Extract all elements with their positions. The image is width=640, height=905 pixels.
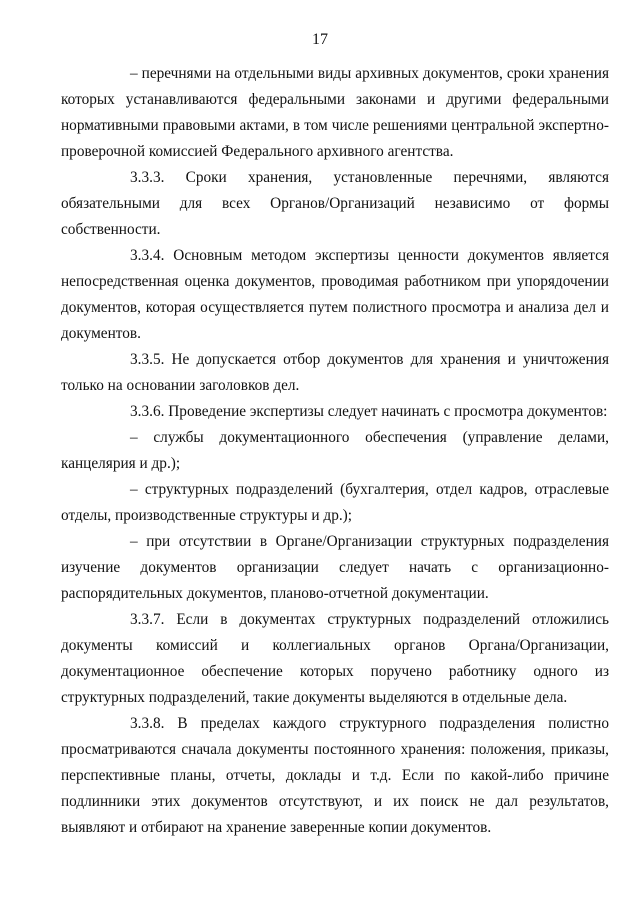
paragraph-list-item-perechni: – перечнями на отдельными виды архивных документов, сроки хранения которых устанавливаются федеральными законами и другими федеральными нормативными правовыми актами, в том числе решениями центральной экспертно-проверочной комиссией Федерального архивного агентства.: [61, 65, 609, 160]
paragraph-list-item-no-units: – при отсутствии в Органе/Организации структурных подразделения изучение документов организации следует начать с организационно-распорядительных документов, планово-отчетной документации.: [61, 533, 609, 602]
paragraph-3-3-3: 3.3.3. Сроки хранения, установленные перечнями, являются обязательными для всех Органов/Организаций независимо от формы собственности.: [61, 169, 609, 238]
paragraph-3-3-4: 3.3.4. Основным методом экспертизы ценности документов является непосредственная оценка документов, проводимая работником при упорядочении документов, которая осуществляется путем полистного просмотра и анализа дел и документов.: [61, 247, 609, 342]
document-body: [61, 61, 609, 841]
paragraph-3-3-7: 3.3.7. Если в документах структурных подразделений отложились документы комиссий и коллегиальных органов Органа/Организации, документационное обеспечение которых поручено работнику одного из структурных подразделений, такие документы выделяются в отдельные дела.: [61, 611, 609, 706]
page-number: 17: [312, 31, 328, 48]
paragraph-3-3-6: 3.3.6. Проведение экспертизы следует начинать с просмотра документов:: [130, 403, 608, 420]
paragraph-list-item-services: – службы документационного обеспечения (управление делами, канцелярия и др.);: [61, 429, 609, 472]
paragraph-3-3-8: 3.3.8. В пределах каждого структурного подразделения полистно просматриваются сначала документы постоянного хранения: положения, приказы, перспективные планы, отчеты, доклады и т.д. Если по какой-либо причине подлинники этих документов отсутствуют, и их поиск не дал результатов, выявляют и отбирают на хранение заверенные копии документов.: [61, 715, 609, 836]
paragraph-3-3-5: 3.3.5. Не допускается отбор документов для хранения и уничтожения только на основании заголовков дел.: [61, 351, 609, 394]
paragraph-list-item-structural-units: – структурных подразделений (бухгалтерия, отдел кадров, отраслевые отделы, производственные структуры и др.);: [61, 481, 609, 524]
